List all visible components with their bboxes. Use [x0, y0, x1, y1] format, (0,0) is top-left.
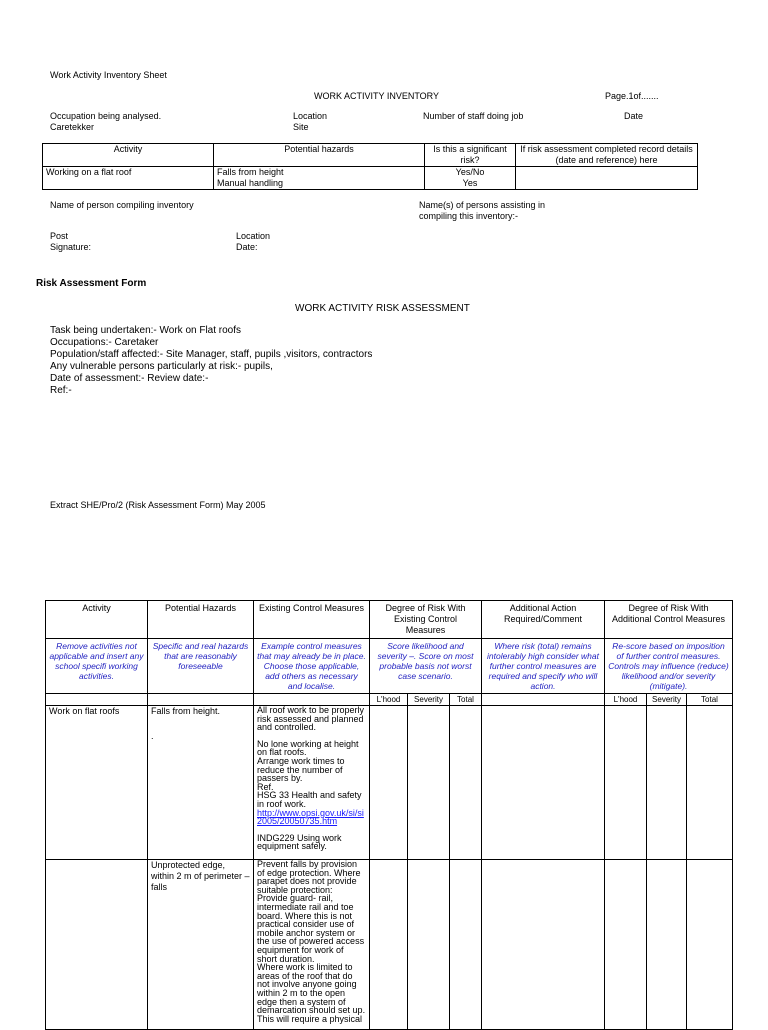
control-text: HSG 33 Health and safety in roof work. — [257, 790, 362, 809]
hazard-item: Manual handling — [217, 178, 284, 188]
col-activity: Activity — [43, 144, 214, 167]
row-activity: Working on a flat roof — [43, 167, 214, 190]
occupation-value: Caretekker — [50, 122, 95, 132]
reference-link[interactable]: http://www.opsi.gov.uk/si/si2005/20050735.htm — [257, 807, 364, 827]
ra-hazard — [148, 706, 254, 860]
control-text: Prevent falls by provision of edge protection. Where parapet does not provide suitable protection: — [257, 859, 361, 895]
extract-note: Extract SHE/Pro/2 (Risk Assessment Form) May 2005 — [50, 500, 266, 510]
assistants-label: Name(s) of persons assisting in compiling this inventory:- — [419, 200, 546, 221]
guidance-hazards: Specific and real hazards that are reasonably foreseeable — [148, 639, 254, 694]
ra-controls — [254, 706, 370, 860]
staff-count-label: Number of staff doing job — [423, 111, 524, 121]
control-text: All roof work to be properly risk assessed and planned and controlled. — [257, 705, 365, 733]
inventory-table — [42, 143, 698, 190]
hazard-text: Falls from height. — [151, 706, 221, 716]
total-header-2: Total — [687, 694, 733, 706]
ra-col-controls: Existing Control Measures — [254, 601, 370, 639]
control-text: No lone working at height on flat roofs. — [257, 738, 359, 758]
ra-subheader-row — [46, 694, 733, 706]
ra-row — [46, 860, 733, 1030]
location-value: Site — [293, 122, 309, 132]
population-line: Population/staff affected:- Site Manager, staff, pupils ,visitors, contractors — [50, 349, 373, 360]
hazard-item: Falls from height — [217, 167, 284, 177]
total-header: Total — [450, 694, 482, 706]
post-label: Post — [50, 231, 69, 241]
guidance-degree: Score likelihood and severity –. Score on most probable basis not worst case scenario. — [370, 639, 482, 694]
task-line: Task being undertaken:- Work on Flat roofs — [50, 325, 242, 336]
date-label: Date — [624, 111, 644, 121]
ra-col-hazards: Potential Hazards — [148, 601, 254, 639]
date-line: Date of assessment:- Review date:- — [50, 373, 209, 384]
guidance-action: Where risk (total) remains intolerably high consider what further control measures are required and specify who will action. — [482, 639, 605, 694]
lhood-header: L'hood — [370, 694, 408, 706]
occupation-label: Occupation being analysed. — [50, 111, 162, 121]
row-hazards — [214, 167, 425, 190]
inventory-row — [43, 167, 698, 190]
control-text: Where work is limited to areas of the roof that do not involve anyone going within 2 m to the open edge then a system of demarcation should set up. This will require a physical — [257, 962, 366, 1024]
severity-header: Severity — [408, 694, 450, 706]
col-hazards: Potential hazards — [214, 144, 425, 167]
ra-col-degree-additional: Degree of Risk With Additional Control Measures — [605, 601, 733, 639]
guidance-controls: Example control measures that may already be in place. Choose those applicable, add others as necessary and localise. — [254, 639, 370, 694]
location-label-2: Location — [236, 231, 271, 241]
compiler-label: Name of person compiling inventory — [50, 200, 194, 210]
guidance-degree-additional: Re-score based on imposition of further control measures. Controls may influence (reduce) likelihood and/or severity (mitigate). — [605, 639, 733, 694]
control-text: Provide guard- rail, intermediate rail and toe board. Where this is not practical consider use of mobile anchor system or the use of powered access equipment for work of short duration. — [257, 893, 365, 964]
control-text: Ref. — [257, 781, 274, 792]
ra-row — [46, 706, 733, 860]
significant-answer: Yes — [462, 178, 478, 188]
row-significant — [425, 167, 516, 190]
ra-col-degree: Degree of Risk With Existing Control Measures — [370, 601, 482, 639]
col-significant: Is this a significant risk? — [425, 144, 516, 167]
ra-col-activity: Activity — [46, 601, 148, 639]
ra-header-row — [46, 601, 733, 639]
ra-hazard: Unprotected edge, within 2 m of perimeter – falls — [148, 860, 254, 1030]
ra-col-action: Additional Action Required/Comment — [482, 601, 605, 639]
risk-heading: WORK ACTIVITY RISK ASSESSMENT — [295, 303, 470, 314]
hazard-mark: . — [151, 731, 154, 741]
significant-option: Yes/No — [455, 167, 485, 177]
lhood-header-2: L'hood — [605, 694, 647, 706]
col-record: If risk assessment completed record details (date and reference) here — [516, 144, 698, 167]
ra-guidance-row — [46, 639, 733, 694]
ra-activity: Work on flat roofs — [46, 706, 148, 860]
vulnerable-line: Any vulnerable persons particularly at risk:- pupils, — [50, 361, 273, 372]
control-text: Arrange work times to reduce the number of passers by. — [257, 755, 345, 784]
location-label: Location — [293, 111, 328, 121]
ref-line: Ref:- — [50, 385, 72, 396]
date-label-2: Date: — [236, 242, 258, 252]
inventory-header-row — [43, 144, 698, 167]
page-number: Page.1of....... — [605, 91, 659, 101]
row-record — [516, 167, 698, 190]
sheet-title: Work Activity Inventory Sheet — [50, 70, 167, 80]
section-title: Risk Assessment Form — [36, 278, 147, 289]
ra-controls — [254, 860, 370, 1030]
signature-label: Signature: — [50, 242, 92, 252]
control-text: INDG229 Using work equipment safely. — [257, 832, 342, 852]
risk-assessment-table — [45, 600, 733, 1030]
guidance-activity: Remove activities not applicable and insert any school specifi working activities. — [46, 639, 148, 694]
inventory-heading: WORK ACTIVITY INVENTORY — [314, 91, 440, 101]
occupations-line: Occupations:- Caretaker — [50, 337, 159, 348]
severity-header-2: Severity — [647, 694, 687, 706]
